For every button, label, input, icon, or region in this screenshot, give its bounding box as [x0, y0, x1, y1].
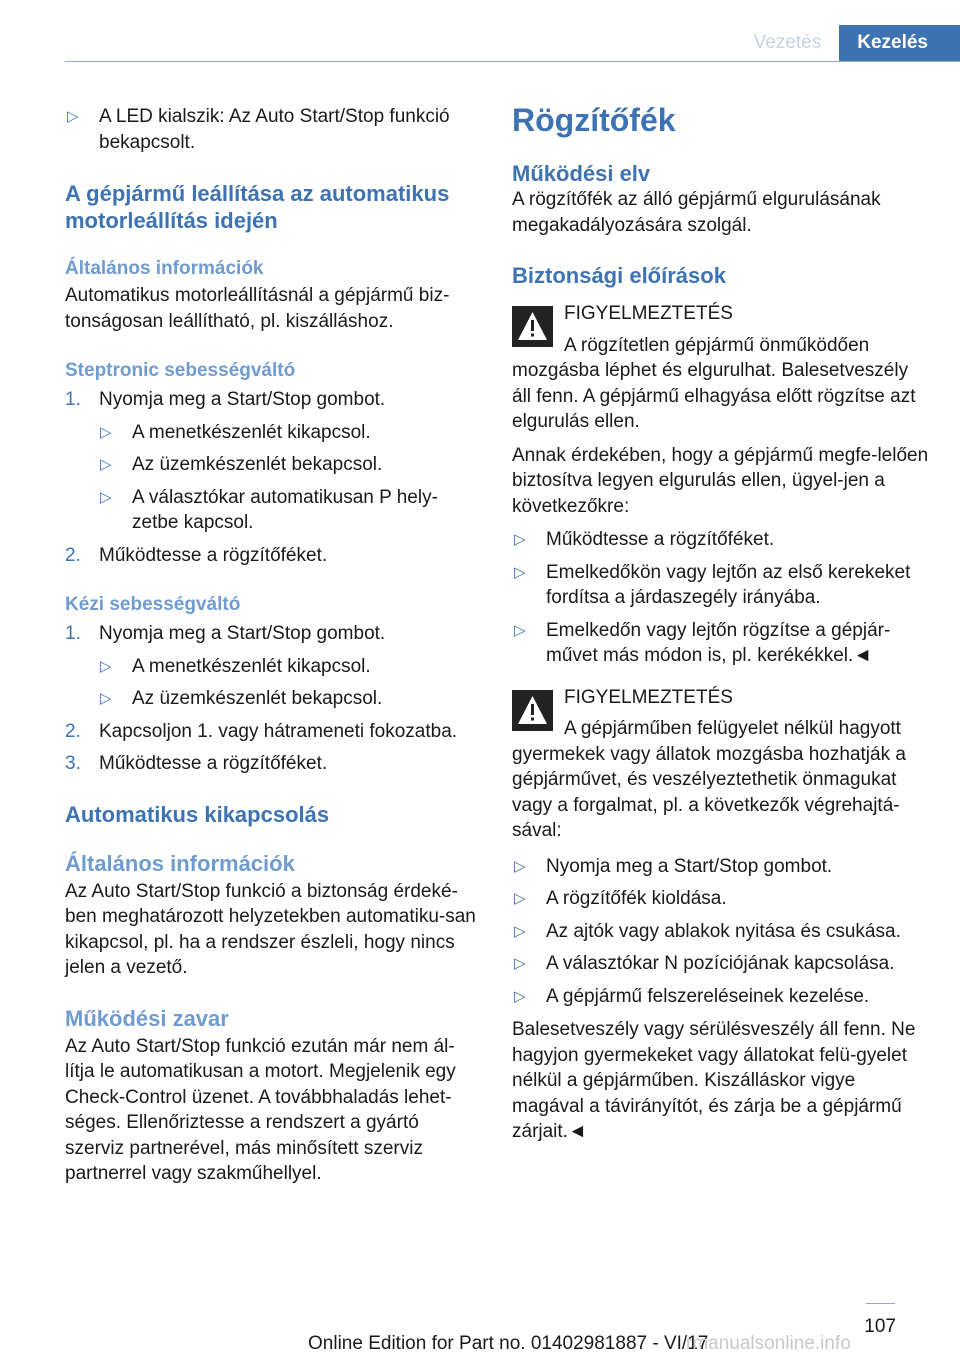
bullet-marker: ▷ [514, 955, 526, 972]
list-item: ▷ A rögzítőfék kioldása. [512, 886, 932, 912]
list-item: ▷ A választókar N pozíciójának kapcsolása. [512, 951, 932, 977]
principle-text: A rögzítőfék az álló gépjármű elgurulásának megakadályozására szolgál. [512, 189, 881, 236]
heading-stop: A gépjármű leállítása az automatikus motorleállítás idején [65, 181, 450, 233]
list-item: 1. Nyomja meg a Start/Stop gombot. [65, 623, 386, 644]
list-item: ▷ Emelkedőn vagy lejtőn rögzítse a gépjár-művet más módon is, pl. kerékékkel.◄ [514, 619, 891, 666]
manual-list [65, 621, 478, 777]
tab-kezeles[interactable]: Kezelés [839, 25, 960, 61]
left-column [65, 100, 478, 1187]
footer-divider [866, 1303, 895, 1304]
heading-general-info: Általános információk [65, 258, 264, 279]
heading-auto-off-general: Általános információk [65, 850, 295, 876]
list-item: ▷ Az üzemkészenlét bekapcsol. [65, 452, 478, 478]
list-item: 2. Kapcsoljon 1. vagy hátrameneti fokozatba. [65, 720, 458, 742]
warning-list [512, 854, 932, 1010]
bullet-marker: ▷ [514, 621, 526, 639]
list-item: ▷ A menetkészenlét kikapcsol. [65, 654, 478, 680]
bullet-marker: ▷ [514, 987, 526, 1005]
warning-icon [512, 306, 553, 347]
bullet-marker: ▷ [514, 531, 526, 548]
list-item: ▷ A menetkészenlét kikapcsol. [65, 420, 478, 446]
warning-box [512, 301, 932, 435]
general-info-text: Automatikus motorleállításnál a gépjármű biz-tonságosan leállítható, pl. kiszálláshoz. [65, 285, 450, 332]
list-item: ▷ Emelkedőkön vagy lejtőn az első kerekeket fordítsa a járdaszegély irányába. [514, 561, 911, 608]
warning-list [512, 527, 932, 669]
list-item: 3. Működtesse a rögzítőféket. [65, 753, 328, 774]
edition-note: Online Edition for Part no. 01402981887 - VI/17 [308, 1333, 709, 1354]
warning-text: A rögzítetlen gépjármű önműködően mozgásba léphet és elgurulhat. Balesetveszély áll fenn. A gépjármű elhagyása előtt rögzítse azt elgurulás ellen. [512, 334, 916, 432]
bullet-marker: ▷ [514, 890, 526, 907]
list-item: ▷ Az üzemkészenlét bekapcsol. [65, 686, 478, 712]
heading-steptronic: Steptronic sebességváltó [65, 360, 296, 381]
bullet-marker: ▷ [514, 857, 526, 875]
right-column [512, 100, 932, 1145]
warning-text-followup: Balesetveszély vagy sérülésveszély áll fenn. Ne hagyjon gyermekeket vagy állatokat felü-gyelet nélkül a gépjárműben. Kiszálláskor vigye magával a távirányítót, és zárja be a gépjármű zárjait.◄ [512, 1019, 916, 1142]
heading-principle: Működési elv [512, 161, 651, 186]
warning-icon [512, 690, 553, 731]
page-title: Rögzítőfék [512, 102, 676, 138]
bullet-marker: ▷ [100, 690, 112, 707]
list-item: ▷ Nyomja meg a Start/Stop gombot. [512, 854, 932, 880]
fault-text: Az Auto Start/Stop funkció ezután már nem ál-lítja le automatikusan a motort. Megjelenik egy Check-Control üzenet. A továbbhaladás lehet-séges. Ellenőriztesse a rendszert a gyártó szerviz partnerével, más minősített szerviz partnerrel vagy szakműhellyel. [65, 1035, 456, 1184]
heading-safety: Biztonsági előírások [512, 263, 726, 288]
watermark: rmanualsonline.info [686, 1333, 851, 1354]
list-item: ▷ Az ajtók vagy ablakok nyitása és csukása. [512, 919, 932, 945]
warning-text: A gépjárműben felügyelet nélkül hagyott gyermekek vagy állatok mozgásba hozhatják a gépjárművet, és veszélyeztethetik önmagukat vagy a forgalmat, pl. a következők végrehajtá-sával: [512, 718, 906, 841]
header-tabs [732, 25, 960, 61]
list-item: 1. Nyomja meg a Start/Stop gombot. [65, 389, 386, 410]
warning-text-followup: Annak érdekében, hogy a gépjármű megfe-lelően biztosítva legyen elgurulás ellen, ügyel-jen a következőkre: [512, 444, 929, 517]
tab-vezetes[interactable]: Vezetés [753, 32, 822, 53]
bullet-marker: ▷ [514, 563, 526, 581]
header-divider [65, 61, 960, 62]
list-item: ▷ A gépjármű felszereléseinek kezelése. [512, 984, 932, 1010]
bullet-marker: ▷ [100, 423, 112, 441]
list-item: ▷ A választókar automatikusan P hely-zetbe kapcsol. [100, 486, 438, 533]
heading-manual: Kézi sebességváltó [65, 594, 241, 615]
bullet-marker: ▷ [100, 456, 112, 473]
warning-label: FIGYELMEZTETÉS [564, 303, 733, 324]
heading-fault: Működési zavar [65, 1005, 229, 1031]
warning-label: FIGYELMEZTETÉS [564, 686, 733, 708]
intro-bullet: ▷ A LED kialszik: Az Auto Start/Stop funkció bekapcsolt. [67, 106, 450, 153]
steptronic-list [65, 387, 478, 568]
auto-off-text: Az Auto Start/Stop funkció a biztonság érdeké-ben meghatározott helyzetekben automatiku-san kikapcsol, pl. ha a rendszer észleli, hogy nincs jelen a vezető. [65, 880, 476, 978]
warning-box [512, 685, 932, 844]
page-number: 107 [864, 1316, 896, 1337]
list-item: 2. Működtesse a rögzítőféket. [65, 544, 328, 566]
bullet-marker: ▷ [100, 488, 112, 506]
list-item: ▷ Működtesse a rögzítőféket. [512, 527, 932, 553]
bullet-marker: ▷ [514, 922, 526, 940]
bullet-marker: ▷ [67, 108, 79, 125]
heading-auto-off: Automatikus kikapcsolás [65, 801, 330, 827]
bullet-marker: ▷ [100, 657, 112, 675]
